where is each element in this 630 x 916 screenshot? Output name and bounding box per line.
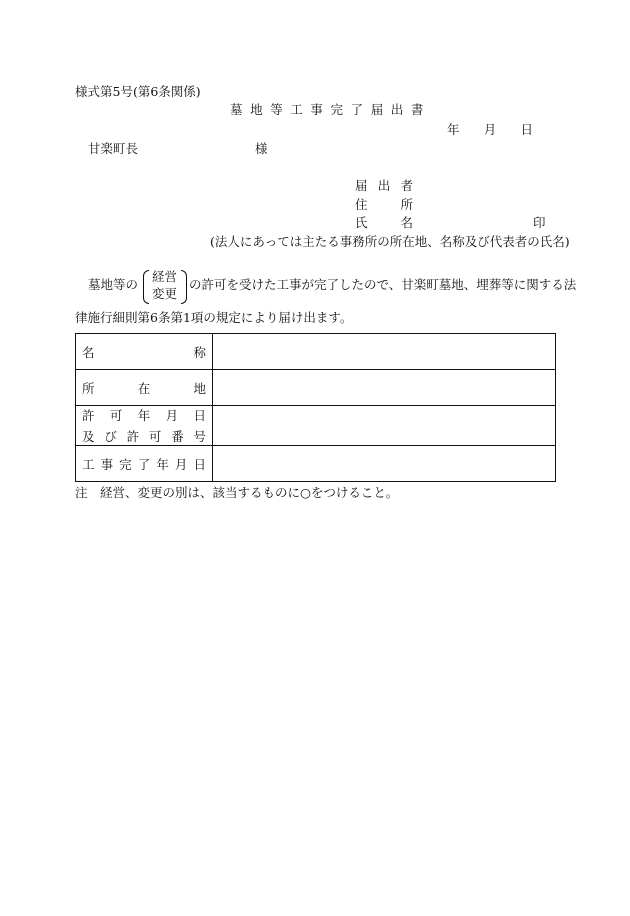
honorific: 様 xyxy=(255,141,268,156)
document-title: 墓地等工事完了届出書 xyxy=(230,102,432,117)
footnote: 注 経営、変更の別は、該当するものに○をつけること。 xyxy=(75,485,399,500)
body-line-2: 律施行細則第6条第1項の規定により届け出ます。 xyxy=(75,310,353,325)
table-row xyxy=(76,406,556,446)
body-line-1: の許可を受けた工事が完了したので、甘楽町墓地、埋葬等に関する法 xyxy=(189,277,577,292)
addressee: 甘楽町長 xyxy=(88,141,139,156)
table-row xyxy=(76,370,556,406)
name-row-label: 名 称 xyxy=(76,334,213,370)
address-label: 住 所 xyxy=(355,197,413,212)
right-bracket xyxy=(181,270,187,304)
table-row xyxy=(76,334,556,370)
name-label: 氏 名 xyxy=(355,215,413,230)
corporate-note: (法人にあっては主たる事務所の所在地、名称及び代表者の氏名) xyxy=(210,234,570,249)
completion-row-label: 工 事 完 了 年 月 日 xyxy=(76,446,213,482)
location-row-label: 所 在 地 xyxy=(76,370,213,406)
option-bracket xyxy=(143,270,187,304)
month-label: 月 xyxy=(483,122,497,137)
seal-mark: 印 xyxy=(533,215,546,230)
location-row-value[interactable] xyxy=(213,370,556,406)
option-change: 変更 xyxy=(152,286,178,301)
details-table xyxy=(75,333,556,482)
day-label: 日 xyxy=(520,122,533,137)
left-bracket xyxy=(143,270,149,304)
body-lead: 墓地等の xyxy=(88,277,139,292)
applicant-label: 届 出 者 xyxy=(355,178,413,193)
date-line xyxy=(447,124,533,137)
option-management: 経営 xyxy=(152,269,178,284)
form-number: 様式第5号(第6条関係) xyxy=(75,84,201,99)
name-row-value[interactable] xyxy=(213,334,556,370)
permit-row-value[interactable] xyxy=(213,406,556,446)
permit-row-label: 許 可 年 月 日 及 び 許 可 番 号 xyxy=(76,406,213,446)
table-row xyxy=(76,446,556,482)
year-label: 年 xyxy=(447,122,460,137)
completion-row-value[interactable] xyxy=(213,446,556,482)
